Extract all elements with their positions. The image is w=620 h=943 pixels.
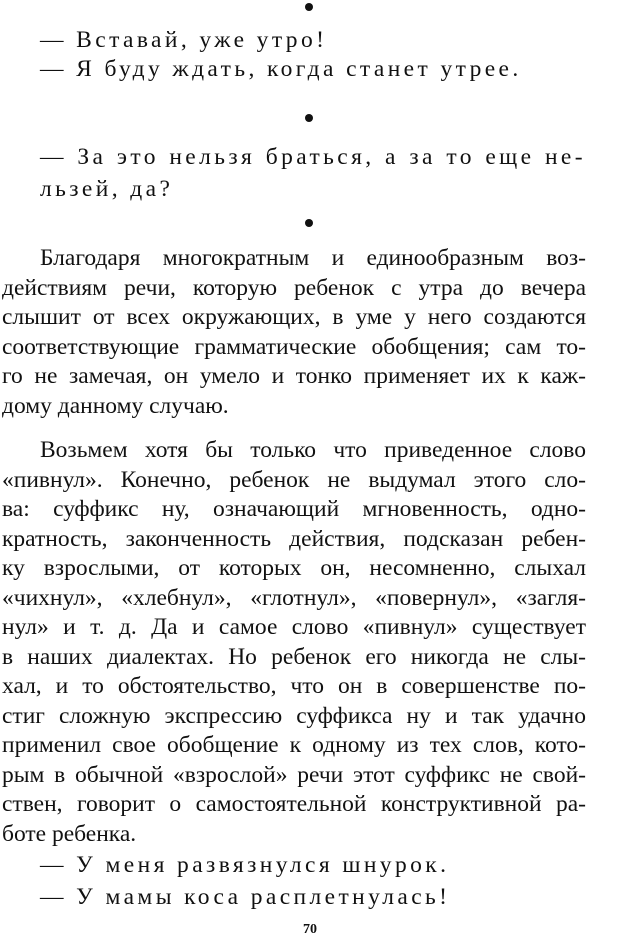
dialogue-line: — У мамы коса расплетнулась! — [40, 883, 451, 910]
text-line: Возьмем хотя бы только что приведенное слово — [40, 437, 586, 463]
text-line: слышит от всех окружающих, в уме у него создаются — [2, 304, 586, 330]
text-line: нул» и т. д. Да и самое слово «пивнул» существует — [2, 614, 586, 640]
page-number: 70 — [303, 922, 317, 937]
text-line: го не замечая, он умело и тонко применяет их к каж- — [2, 363, 586, 389]
text-line: применил свое обобщение к одному из тех слов, кото- — [2, 732, 586, 758]
text-line: Благодаря многократным и единообразным воз- — [40, 245, 586, 271]
dialogue-line: — У меня развязнулся шнурок. — [40, 852, 450, 878]
text-line: соответствующие грамматические обобщения; сам то- — [2, 333, 586, 360]
text-line: стиг сложную экспрессию суффикса ну и так удачно — [2, 702, 586, 729]
text-line: ку взрослыми, от которых он, несомненно, слыхал — [2, 555, 586, 581]
text-line: ва: суффикс ну, означающий мгновенность, одно- — [2, 496, 586, 522]
text-line: кратность, законченность действия, подсказан ребен- — [2, 525, 586, 552]
dialogue-line: — Я буду ждать, когда станет утрее. — [40, 56, 522, 82]
text-line: в наших диалектах. Но ребенок его никогда не слы- — [2, 643, 586, 670]
text-line: боте ребенка. — [2, 820, 137, 847]
text-line: «чихнул», «хлебнул», «глотнул», «повернул», «загля- — [2, 584, 586, 611]
dialogue-line: льзей, да? — [40, 176, 174, 202]
text-line: дому данному случаю. — [2, 392, 229, 419]
section-separator-dot — [305, 3, 313, 11]
dialogue-line: — Вставай, уже утро! — [40, 27, 328, 53]
text-line: рым в обычной «взрослой» речи этот суффикс не свой- — [2, 761, 586, 788]
text-line: хал, и то обстоятельство, что он в совершенстве по- — [2, 673, 586, 699]
text-line: «пивнул». Конечно, ребенок не выдумал этого сло- — [2, 466, 586, 493]
text-line: ствен, говорит о самостоятельной конструктивной ра- — [2, 791, 586, 817]
section-separator-dot — [305, 114, 313, 122]
section-separator-dot — [305, 219, 313, 227]
dialogue-line: — За это нельзя браться, а за то еще не- — [40, 144, 586, 170]
text-line: действиям речи, которую ребенок с утра до вечера — [2, 274, 586, 301]
